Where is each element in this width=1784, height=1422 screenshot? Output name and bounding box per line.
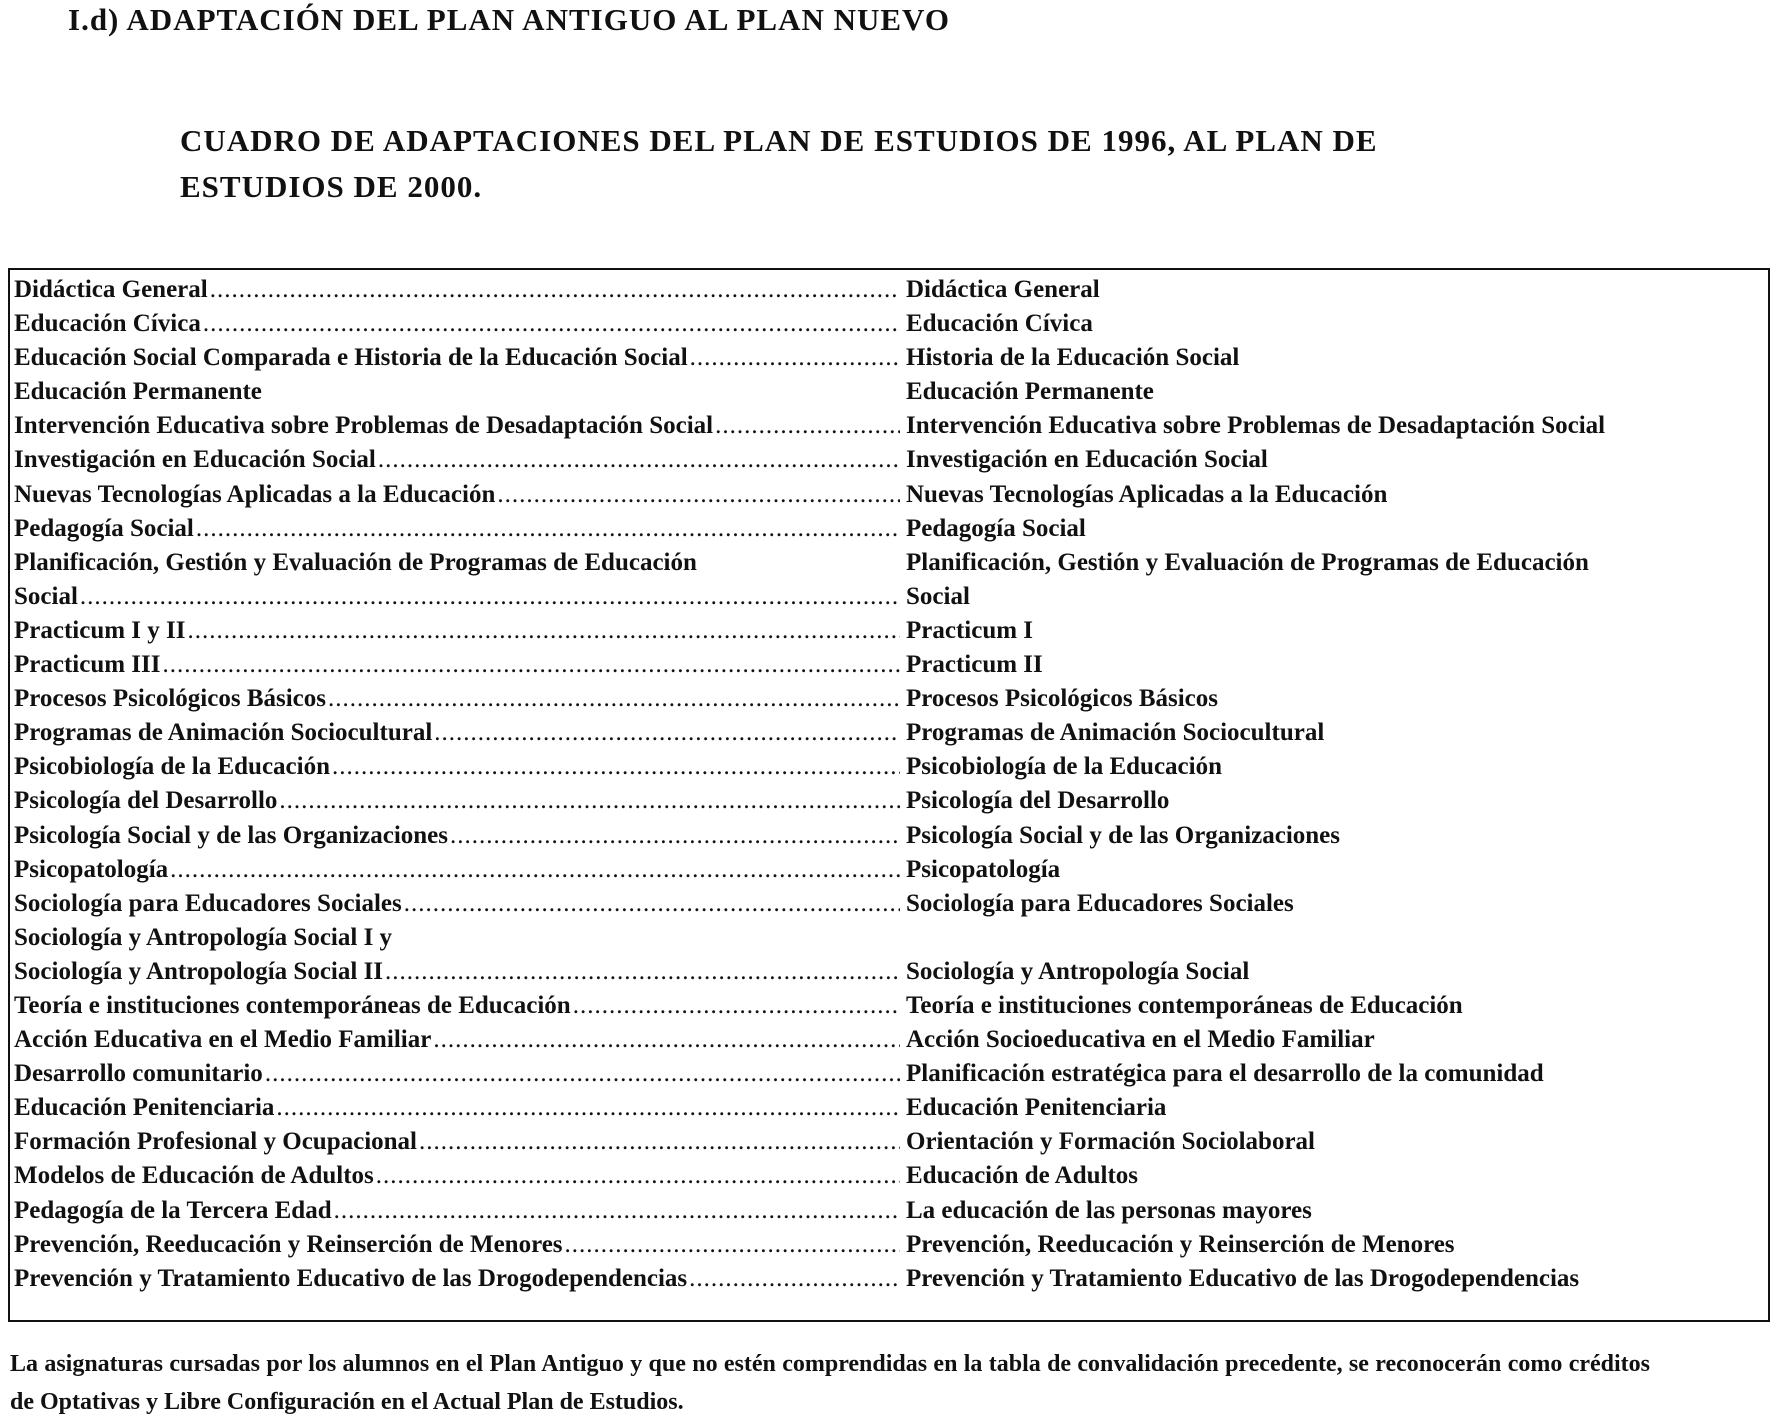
old-plan-subject: Pedagogía Social	[14, 514, 194, 542]
old-plan-subject: Sociología para Educadores Sociales	[14, 889, 402, 917]
table-row	[14, 617, 1764, 651]
old-plan-cell	[14, 958, 900, 986]
old-plan-cell	[14, 822, 900, 850]
dot-leader	[78, 583, 900, 611]
old-plan-cell	[14, 1197, 900, 1225]
new-plan-subject: Psicología Social y de las Organizaciones	[906, 821, 1341, 849]
new-plan-subject: Sociología y Antropología Social	[906, 957, 1250, 985]
old-plan-cell	[14, 1265, 900, 1293]
old-plan-subject: Nuevas Tecnologías Aplicadas a la Educación	[14, 480, 496, 508]
new-plan-subject: Psicobiología de la Educación	[906, 753, 1223, 781]
document-title-line-1: CUADRO DE ADAPTACIONES DEL PLAN DE ESTUDIOS DE 1996, AL PLAN DE	[180, 123, 1378, 158]
dot-leader	[277, 787, 900, 815]
table-row	[14, 1231, 1764, 1265]
table-row	[14, 924, 1764, 958]
old-plan-subject: Modelos de Educación de Adultos	[14, 1162, 374, 1190]
old-plan-subject: Prevención y Tratamiento Educativo de las Drogodependencias	[14, 1264, 688, 1292]
dot-leader	[326, 685, 900, 713]
old-plan-cell	[14, 924, 900, 952]
table-row	[14, 446, 1764, 480]
old-plan-subject: Didáctica General	[14, 276, 208, 303]
old-plan-cell	[14, 310, 900, 338]
old-plan-cell	[14, 549, 900, 577]
table-row	[14, 549, 1764, 583]
old-plan-subject: Sociología y Antropología Social II	[14, 957, 384, 985]
old-plan-subject: Educación Penitenciaria	[14, 1094, 275, 1122]
new-plan-subject: Practicum II	[906, 651, 1043, 679]
dot-leader	[374, 1162, 900, 1190]
old-plan-cell	[14, 1094, 900, 1122]
new-plan-subject: Prevención, Reeducación y Reinserción de Menores	[906, 1230, 1455, 1258]
old-plan-cell	[14, 719, 900, 747]
dot-leader	[208, 276, 900, 304]
dot-leader	[432, 719, 900, 747]
dot-leader	[330, 753, 900, 781]
old-plan-cell	[14, 276, 900, 304]
old-plan-subject: Practicum I y II	[14, 616, 186, 644]
new-plan-subject: Practicum I	[906, 616, 1034, 644]
old-plan-subject: Psicología Social y de las Organizaciones	[14, 821, 449, 849]
old-plan-subject: Practicum III	[14, 651, 161, 679]
new-plan-subject: Planificación, Gestión y Evaluación de Programas de Educación	[906, 548, 1589, 576]
new-plan-subject: Programas de Animación Sociocultural	[906, 719, 1325, 747]
old-plan-subject: Teoría e instituciones contemporáneas de Educación	[14, 991, 571, 1019]
old-plan-subject: Social	[14, 582, 78, 610]
section-heading: I.d) ADAPTACIÓN DEL PLAN ANTIGUO AL PLAN NUEVO	[68, 2, 950, 37]
table-row	[14, 719, 1764, 753]
table-row	[14, 1128, 1764, 1162]
old-plan-subject: Psicopatología	[14, 855, 169, 883]
dot-leader	[383, 958, 900, 986]
old-plan-cell	[14, 378, 900, 406]
new-plan-subject: Planificación estratégica para el desarrollo de la comunidad	[906, 1060, 1544, 1088]
table-row	[14, 958, 1764, 992]
old-plan-cell	[14, 1162, 900, 1190]
old-plan-subject: Prevención, Reeducación y Reinserción de Menores	[14, 1230, 563, 1258]
new-plan-subject: Acción Socioeducativa en el Medio Familiar	[906, 1026, 1375, 1054]
dot-leader	[417, 1128, 900, 1156]
table-row	[14, 1162, 1764, 1196]
dot-leader	[168, 856, 900, 884]
dot-leader	[186, 617, 901, 645]
dot-leader	[688, 344, 900, 372]
table-row	[14, 1265, 1764, 1299]
new-plan-subject: Investigación en Educación Social	[906, 446, 1268, 474]
old-plan-cell	[14, 1026, 900, 1054]
old-plan-cell	[14, 446, 900, 474]
table-row	[14, 651, 1764, 685]
old-plan-cell	[14, 787, 900, 815]
dot-leader	[495, 481, 900, 509]
dot-leader	[687, 1265, 900, 1293]
dot-leader	[274, 1094, 900, 1122]
new-plan-subject: Historia de la Educación Social	[906, 344, 1240, 372]
table-row	[14, 1060, 1764, 1094]
new-plan-subject: Didáctica General	[906, 276, 1100, 303]
new-plan-subject: Psicología del Desarrollo	[906, 787, 1170, 815]
new-plan-subject: Teoría e instituciones contemporáneas de Educación	[906, 991, 1463, 1019]
dot-leader	[431, 1026, 900, 1054]
table-row	[14, 685, 1764, 719]
old-plan-subject: Psicobiología de la Educación	[14, 753, 331, 781]
dot-leader	[201, 310, 900, 338]
old-plan-subject: Educación Permanente	[14, 378, 262, 406]
new-plan-subject: Procesos Psicológicos Básicos	[906, 685, 1218, 713]
new-plan-subject: Educación Permanente	[906, 378, 1154, 406]
old-plan-cell	[14, 890, 900, 918]
old-plan-subject: Intervención Educativa sobre Problemas de Desadaptación Social	[14, 412, 714, 440]
dot-leader	[161, 651, 901, 679]
new-plan-subject: La educación de las personas mayores	[906, 1196, 1312, 1224]
table-row	[14, 515, 1764, 549]
old-plan-cell	[14, 481, 900, 509]
old-plan-subject: Planificación, Gestión y Evaluación de Programas de Educación	[14, 548, 697, 576]
document-title-line-2: ESTUDIOS DE 2000.	[180, 169, 483, 204]
old-plan-subject: Educación Social Comparada e Historia de la Educación Social	[14, 344, 688, 372]
dot-leader	[332, 1197, 900, 1225]
table-row	[14, 378, 1764, 412]
old-plan-subject: Programas de Animación Sociocultural	[14, 719, 433, 747]
dot-leader	[402, 890, 900, 918]
new-plan-subject: Prevención y Tratamiento Educativo de las Drogodependencias	[906, 1264, 1580, 1292]
dot-leader	[713, 412, 900, 440]
table-row	[14, 412, 1764, 446]
table-row	[14, 276, 1764, 310]
dot-leader	[194, 515, 900, 543]
table-row	[14, 822, 1764, 856]
old-plan-subject: Pedagogía de la Tercera Edad	[14, 1196, 332, 1224]
new-plan-subject: Educación Cívica	[906, 310, 1093, 338]
old-plan-cell	[14, 344, 900, 372]
table-row	[14, 787, 1764, 821]
table-row	[14, 583, 1764, 617]
old-plan-cell	[14, 1128, 900, 1156]
dot-leader	[376, 446, 900, 474]
new-plan-subject: Psicopatología	[906, 855, 1061, 883]
old-plan-subject: Investigación en Educación Social	[14, 446, 376, 474]
old-plan-subject: Formación Profesional y Ocupacional	[14, 1128, 417, 1156]
new-plan-subject: Nuevas Tecnologías Aplicadas a la Educación	[906, 480, 1388, 508]
old-plan-cell	[14, 515, 900, 543]
table-row	[14, 1197, 1764, 1231]
table-row	[14, 344, 1764, 378]
new-plan-subject: Orientación y Formación Sociolaboral	[906, 1128, 1315, 1156]
old-plan-cell	[14, 617, 900, 645]
table-row	[14, 481, 1764, 515]
old-plan-cell	[14, 412, 900, 440]
old-plan-subject: Acción Educativa en el Medio Familiar	[14, 1026, 432, 1054]
old-plan-subject: Desarrollo comunitario	[14, 1060, 263, 1088]
new-plan-subject: Pedagogía Social	[906, 514, 1086, 542]
table-row	[14, 1094, 1764, 1128]
old-plan-cell	[14, 753, 900, 781]
table-row	[14, 1026, 1764, 1060]
old-plan-cell	[14, 685, 900, 713]
old-plan-cell	[14, 1231, 900, 1259]
new-plan-subject: Intervención Educativa sobre Problemas de Desadaptación Social	[906, 412, 1606, 440]
adaptation-table	[8, 268, 1770, 1322]
old-plan-cell	[14, 583, 900, 611]
table-row	[14, 856, 1764, 890]
table-row	[14, 890, 1764, 924]
document-title	[180, 118, 1680, 210]
dot-leader	[263, 1060, 900, 1088]
table-row	[14, 310, 1764, 344]
dot-leader	[448, 822, 900, 850]
new-plan-subject: Social	[906, 582, 970, 610]
table-row	[14, 753, 1764, 787]
old-plan-subject: Procesos Psicológicos Básicos	[14, 685, 326, 713]
old-plan-subject: Psicología del Desarrollo	[14, 787, 278, 815]
new-plan-subject: Sociología para Educadores Sociales	[906, 889, 1294, 917]
table-row	[14, 992, 1764, 1026]
old-plan-subject: Sociología y Antropología Social I y	[14, 923, 393, 951]
old-plan-cell	[14, 651, 900, 679]
old-plan-subject: Educación Cívica	[14, 310, 201, 338]
footnote: La asignaturas cursadas por los alumnos en el Plan Antiguo y que no estén comprendidas en la tabla de convalidación precedente, se reconocerán como créditos de Optativas y Libre Configuración en el Actual Plan de Estudios.	[10, 1351, 1650, 1415]
dot-leader	[571, 992, 900, 1020]
new-plan-subject: Educación Penitenciaria	[906, 1094, 1167, 1122]
old-plan-cell	[14, 992, 900, 1020]
old-plan-cell	[14, 856, 900, 884]
dot-leader	[563, 1231, 900, 1259]
new-plan-subject: Educación de Adultos	[906, 1162, 1139, 1190]
old-plan-cell	[14, 1060, 900, 1088]
